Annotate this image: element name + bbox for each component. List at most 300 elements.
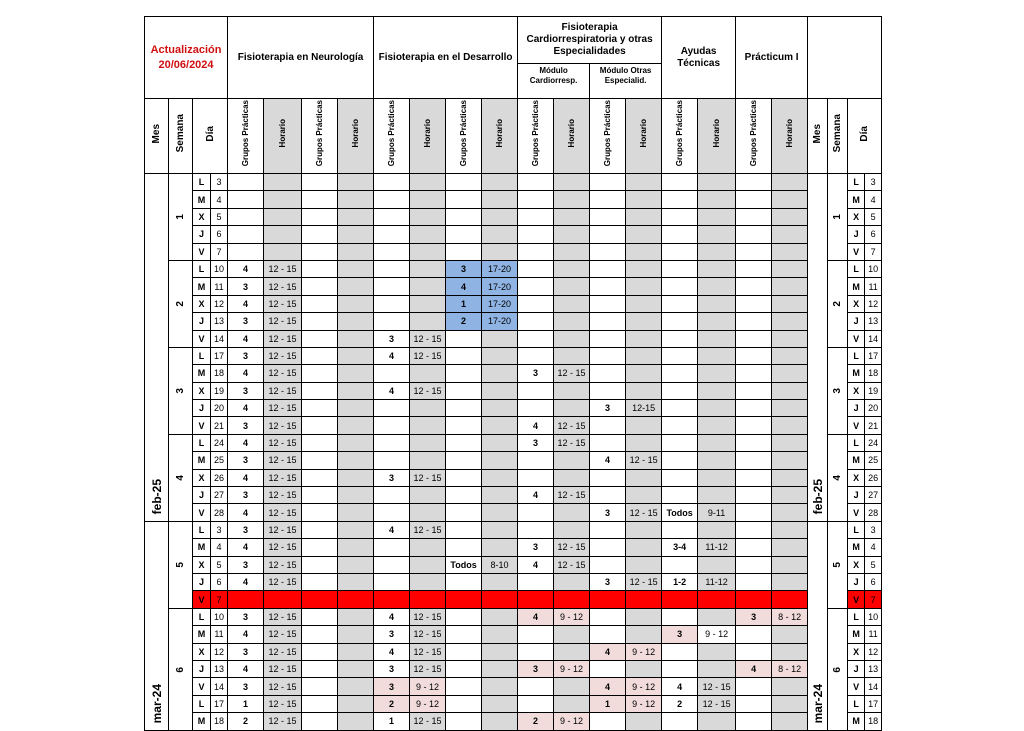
horario-cell — [626, 434, 662, 451]
horario-cell — [338, 243, 374, 260]
day-letter: M — [193, 713, 211, 730]
grupo-cell: 4 — [518, 417, 554, 434]
horario-cell: 12 - 15 — [264, 504, 302, 521]
grupo-cell — [590, 243, 626, 260]
day-letter-right: J — [848, 573, 865, 590]
schedule-sheet — [144, 16, 880, 727]
day-number: 13 — [211, 660, 228, 677]
day-letter: J — [193, 487, 211, 504]
practicum-grupo-cell — [736, 469, 772, 486]
table-row — [145, 539, 882, 556]
grupo-cell — [518, 504, 554, 521]
horario-cell — [482, 191, 518, 208]
day-letter: L — [193, 434, 211, 451]
day-number: 10 — [211, 608, 228, 625]
grupo-cell — [518, 226, 554, 243]
ayudas-horario-cell — [698, 487, 736, 504]
week-label-right: 1 — [832, 214, 844, 220]
ayudas-horario-cell — [698, 591, 736, 608]
table-row — [145, 556, 882, 573]
grupo-cell: 1 — [228, 695, 264, 712]
grupo-cell — [518, 400, 554, 417]
day-letter: X — [193, 469, 211, 486]
header-cardio: Fisioterapia Cardiorrespiratoria y otras Especialidades — [518, 17, 662, 64]
horario-cell — [264, 174, 302, 191]
grupo-cell — [446, 469, 482, 486]
grupo-cell — [446, 330, 482, 347]
day-letter: J — [193, 660, 211, 677]
practicum-grupo-cell — [736, 174, 772, 191]
horario-cell — [410, 278, 446, 295]
practicum-grupo-cell — [736, 226, 772, 243]
horario-cell — [338, 521, 374, 538]
grupo-cell — [590, 539, 626, 556]
horario-cell: 12 - 15 — [264, 608, 302, 625]
horario-cell — [626, 260, 662, 277]
day-number-right: 26 — [865, 469, 882, 486]
grupo-cell — [590, 608, 626, 625]
schedule-table — [144, 16, 882, 731]
ayudas-horario-cell — [698, 521, 736, 538]
horario-cell: 12 - 15 — [264, 643, 302, 660]
ayudas-horario-cell — [698, 208, 736, 225]
grupo-cell: 4 — [228, 660, 264, 677]
day-letter-right: V — [848, 330, 865, 347]
grupo-cell — [302, 660, 338, 677]
day-letter-right: V — [848, 417, 865, 434]
horario-cell — [264, 591, 302, 608]
day-number: 12 — [211, 643, 228, 660]
horario-cell — [626, 469, 662, 486]
grupo-cell: 2 — [446, 313, 482, 330]
day-number: 5 — [211, 556, 228, 573]
practicum-grupo-cell — [736, 347, 772, 364]
practicum-grupo-cell — [736, 208, 772, 225]
grupo-cell — [590, 226, 626, 243]
horario-cell — [482, 487, 518, 504]
horario-cell — [482, 452, 518, 469]
grupo-cell — [518, 573, 554, 590]
grupo-cell — [446, 573, 482, 590]
horario-cell: 12 - 15 — [264, 539, 302, 556]
grupo-cell — [446, 365, 482, 382]
col-semana-right-text: Semana — [832, 114, 844, 153]
grupo-cell — [374, 226, 410, 243]
grupo-cell: 3 — [590, 573, 626, 590]
horario-cell — [482, 400, 518, 417]
day-letter-right: V — [848, 243, 865, 260]
ayudas-grupo-cell — [662, 591, 698, 608]
horario-cell — [338, 330, 374, 347]
horario-cell: 9 - 12 — [626, 643, 662, 660]
practicum-grupo-cell — [736, 713, 772, 730]
grupo-cell — [518, 591, 554, 608]
ayudas-horario-cell: 11-12 — [698, 539, 736, 556]
day-number-right: 10 — [865, 260, 882, 277]
grupo-cell: 4 — [518, 556, 554, 573]
horario-cell — [338, 678, 374, 695]
horario-cell: 12 - 15 — [264, 295, 302, 312]
day-letter-right: J — [848, 313, 865, 330]
day-letter: J — [193, 573, 211, 590]
ayudas-horario-cell — [698, 260, 736, 277]
horario-cell — [338, 347, 374, 364]
grupo-cell — [302, 556, 338, 573]
ayudas-horario-cell — [698, 191, 736, 208]
grupo-cell — [446, 539, 482, 556]
week-cell-right — [828, 174, 848, 261]
grupo-cell — [374, 434, 410, 451]
horario-cell — [338, 365, 374, 382]
grupo-cell — [302, 608, 338, 625]
grupo-cell — [446, 243, 482, 260]
subheader-row — [145, 99, 882, 174]
grupo-cell — [446, 504, 482, 521]
horario-cell — [626, 295, 662, 312]
ayudas-grupo-cell — [662, 400, 698, 417]
horario-cell — [264, 243, 302, 260]
ayudas-grupo-cell — [662, 452, 698, 469]
horario-cell — [338, 260, 374, 277]
grupo-cell — [446, 400, 482, 417]
horario-cell — [410, 208, 446, 225]
grupo-cell — [590, 487, 626, 504]
grupo-cell — [590, 278, 626, 295]
table-row — [145, 660, 882, 677]
day-number: 3 — [211, 521, 228, 538]
horario-cell — [554, 469, 590, 486]
ayudas-horario-cell — [698, 643, 736, 660]
horario-cell — [554, 591, 590, 608]
day-letter-right: L — [848, 434, 865, 451]
horario-cell — [554, 400, 590, 417]
grupo-cell — [374, 556, 410, 573]
week-label: 3 — [175, 388, 186, 394]
practicum-grupo-cell — [736, 678, 772, 695]
ayudas-grupo-cell — [662, 278, 698, 295]
grupo-cell — [374, 573, 410, 590]
horario-cell — [482, 695, 518, 712]
day-number: 7 — [211, 591, 228, 608]
grupo-cell — [446, 191, 482, 208]
ayudas-grupo-cell — [662, 174, 698, 191]
col-practicum-grupos-text: Grupos Prácticas — [748, 100, 758, 167]
grupo-cell — [590, 434, 626, 451]
grupo-cell — [518, 347, 554, 364]
day-letter: V — [193, 591, 211, 608]
horario-cell — [626, 243, 662, 260]
horario-cell — [482, 643, 518, 660]
day-number-right: 12 — [865, 643, 882, 660]
grupo-cell — [518, 278, 554, 295]
grupo-cell — [446, 643, 482, 660]
ayudas-grupo-cell — [662, 643, 698, 660]
grupo-cell: 3 — [228, 313, 264, 330]
col-desa2-grupos-text: Grupos Prácticas — [458, 100, 468, 167]
day-letter-right: M — [848, 365, 865, 382]
horario-cell — [554, 626, 590, 643]
horario-cell: 12 - 15 — [626, 573, 662, 590]
horario-cell — [554, 678, 590, 695]
day-number-right: 7 — [865, 243, 882, 260]
horario-cell — [626, 591, 662, 608]
month-label-right: mar-24 — [810, 684, 825, 724]
week-cell — [169, 260, 193, 347]
horario-cell — [626, 365, 662, 382]
horario-cell — [626, 191, 662, 208]
horario-cell: 12 - 15 — [264, 487, 302, 504]
practicum-grupo-cell — [736, 400, 772, 417]
horario-cell — [554, 243, 590, 260]
grupo-cell: 3 — [374, 660, 410, 677]
horario-cell: 12 - 15 — [264, 365, 302, 382]
grupo-cell — [228, 591, 264, 608]
day-number-right: 14 — [865, 330, 882, 347]
col-desa1-horario-text: Horario — [422, 119, 432, 148]
grupo-cell — [302, 243, 338, 260]
day-number: 3 — [211, 174, 228, 191]
horario-cell: 17-20 — [482, 260, 518, 277]
horario-cell — [410, 191, 446, 208]
ayudas-horario-cell — [698, 556, 736, 573]
grupo-cell — [446, 434, 482, 451]
day-number-right: 14 — [865, 678, 882, 695]
grupo-cell — [302, 365, 338, 382]
practicum-horario-cell — [772, 521, 808, 538]
ayudas-grupo-cell — [662, 365, 698, 382]
week-label-right: 4 — [832, 475, 844, 481]
horario-cell — [410, 452, 446, 469]
grupo-cell — [302, 695, 338, 712]
horario-cell — [626, 487, 662, 504]
practicum-horario-cell — [772, 330, 808, 347]
col-practicum-grupos — [736, 99, 772, 174]
day-letter-right: X — [848, 382, 865, 399]
horario-cell: 12 - 15 — [264, 260, 302, 277]
horario-cell — [554, 452, 590, 469]
practicum-horario-cell — [772, 591, 808, 608]
grupo-cell: 4 — [374, 382, 410, 399]
week-label: 1 — [175, 214, 186, 220]
horario-cell: 12 - 15 — [410, 330, 446, 347]
month-cell — [145, 521, 169, 730]
grupo-cell: 3 — [374, 678, 410, 695]
horario-cell — [626, 347, 662, 364]
practicum-horario-cell — [772, 504, 808, 521]
practicum-horario-cell — [772, 695, 808, 712]
grupo-cell: 3 — [228, 278, 264, 295]
horario-cell: 12 - 15 — [264, 434, 302, 451]
day-letter-right: L — [848, 260, 865, 277]
horario-cell: 17-20 — [482, 295, 518, 312]
ayudas-horario-cell — [698, 713, 736, 730]
practicum-grupo-cell — [736, 434, 772, 451]
day-number: 26 — [211, 469, 228, 486]
horario-cell — [626, 608, 662, 625]
horario-cell — [626, 556, 662, 573]
horario-cell — [482, 608, 518, 625]
table-row — [145, 469, 882, 486]
grupo-cell — [302, 643, 338, 660]
day-number-right: 3 — [865, 521, 882, 538]
grupo-cell — [302, 434, 338, 451]
horario-cell — [482, 243, 518, 260]
col-desa1-grupos-text: Grupos Prácticas — [386, 100, 396, 167]
update-label: Actualización — [150, 43, 222, 56]
grupo-cell: 3 — [446, 260, 482, 277]
day-number: 17 — [211, 695, 228, 712]
grupo-cell: 3 — [228, 347, 264, 364]
table-row — [145, 608, 882, 625]
grupo-cell: 4 — [374, 347, 410, 364]
grupo-cell — [446, 678, 482, 695]
ayudas-grupo-cell — [662, 660, 698, 677]
practicum-grupo-cell — [736, 573, 772, 590]
grupo-cell — [374, 591, 410, 608]
horario-cell: 17-20 — [482, 278, 518, 295]
horario-cell — [554, 504, 590, 521]
ayudas-grupo-cell: 3-4 — [662, 539, 698, 556]
ayudas-grupo-cell — [662, 608, 698, 625]
day-letter: L — [193, 174, 211, 191]
horario-cell — [554, 295, 590, 312]
day-number-right: 10 — [865, 608, 882, 625]
day-letter-right: X — [848, 556, 865, 573]
grupo-cell — [590, 591, 626, 608]
horario-cell: 12 - 15 — [264, 347, 302, 364]
horario-cell — [626, 660, 662, 677]
grupo-cell — [374, 295, 410, 312]
practicum-horario-cell — [772, 643, 808, 660]
col-desa2-horario-text: Horario — [494, 119, 504, 148]
horario-cell — [482, 573, 518, 590]
day-letter-right: M — [848, 191, 865, 208]
grupo-cell: 4 — [590, 452, 626, 469]
col-cardio-horario-text: Horario — [566, 119, 576, 148]
day-number-right: 17 — [865, 695, 882, 712]
col-desa1-grupos — [374, 99, 410, 174]
ayudas-grupo-cell — [662, 713, 698, 730]
grupo-cell — [446, 208, 482, 225]
horario-cell — [626, 539, 662, 556]
table-row — [145, 487, 882, 504]
practicum-horario-cell — [772, 260, 808, 277]
horario-cell: 12 - 15 — [264, 521, 302, 538]
grupo-cell — [518, 382, 554, 399]
day-letter: V — [193, 243, 211, 260]
horario-cell — [554, 278, 590, 295]
horario-cell: 12 - 15 — [264, 713, 302, 730]
day-number-right: 13 — [865, 660, 882, 677]
table-row — [145, 313, 882, 330]
horario-cell — [482, 417, 518, 434]
ayudas-grupo-cell: 3 — [662, 626, 698, 643]
grupo-cell — [228, 174, 264, 191]
day-number-right: 24 — [865, 434, 882, 451]
horario-cell — [338, 382, 374, 399]
table-row — [145, 191, 882, 208]
day-number: 12 — [211, 295, 228, 312]
week-cell-right — [828, 434, 848, 521]
day-number-right: 5 — [865, 208, 882, 225]
day-letter-right: M — [848, 452, 865, 469]
grupo-cell — [374, 417, 410, 434]
day-letter-right: M — [848, 626, 865, 643]
practicum-horario-cell — [772, 487, 808, 504]
grupo-cell: 3 — [518, 434, 554, 451]
horario-cell — [338, 469, 374, 486]
grupo-cell — [590, 556, 626, 573]
practicum-horario-cell: 8 - 12 — [772, 608, 808, 625]
grupo-cell — [590, 469, 626, 486]
col-cardio-grupos — [518, 99, 554, 174]
day-letter: V — [193, 504, 211, 521]
day-letter: J — [193, 313, 211, 330]
day-letter: X — [193, 208, 211, 225]
col-dia-right-text: Día — [859, 125, 871, 142]
grupo-cell — [446, 521, 482, 538]
grupo-cell: 2 — [518, 713, 554, 730]
ayudas-horario-cell: 11-12 — [698, 573, 736, 590]
day-letter: M — [193, 626, 211, 643]
horario-cell — [482, 365, 518, 382]
ayudas-grupo-cell — [662, 521, 698, 538]
horario-cell — [338, 434, 374, 451]
grupo-cell — [518, 208, 554, 225]
horario-cell: 12 - 15 — [264, 452, 302, 469]
col-neuro1-horario — [264, 99, 302, 174]
grupo-cell — [374, 452, 410, 469]
grupo-cell — [518, 295, 554, 312]
day-number-right: 3 — [865, 174, 882, 191]
horario-cell — [626, 382, 662, 399]
week-cell-right — [828, 260, 848, 347]
table-row — [145, 452, 882, 469]
practicum-grupo-cell — [736, 626, 772, 643]
horario-cell: 12 - 15 — [626, 504, 662, 521]
grupo-cell — [228, 191, 264, 208]
table-row — [145, 643, 882, 660]
horario-cell: 12 - 15 — [410, 469, 446, 486]
horario-cell — [554, 330, 590, 347]
grupo-cell: 4 — [590, 643, 626, 660]
horario-cell — [338, 452, 374, 469]
day-number-right: 7 — [865, 591, 882, 608]
horario-cell: 12 - 15 — [410, 608, 446, 625]
grupo-cell — [518, 626, 554, 643]
horario-cell — [554, 347, 590, 364]
day-letter-right: J — [848, 487, 865, 504]
day-letter: L — [193, 347, 211, 364]
ayudas-horario-cell — [698, 243, 736, 260]
day-letter-right: J — [848, 660, 865, 677]
grupo-cell — [590, 191, 626, 208]
col-neuro2-grupos-text: Grupos Prácticas — [314, 100, 324, 167]
grupo-cell: 4 — [228, 539, 264, 556]
header-neuro: Fisioterapia en Neurología — [228, 17, 374, 99]
horario-cell — [410, 434, 446, 451]
horario-cell — [338, 295, 374, 312]
horario-cell: 12 - 15 — [264, 330, 302, 347]
grupo-cell — [590, 330, 626, 347]
practicum-horario-cell — [772, 573, 808, 590]
grupo-cell — [302, 417, 338, 434]
horario-cell — [338, 556, 374, 573]
day-number: 14 — [211, 678, 228, 695]
grupo-cell: 3 — [228, 643, 264, 660]
day-number: 4 — [211, 191, 228, 208]
grupo-cell — [302, 382, 338, 399]
